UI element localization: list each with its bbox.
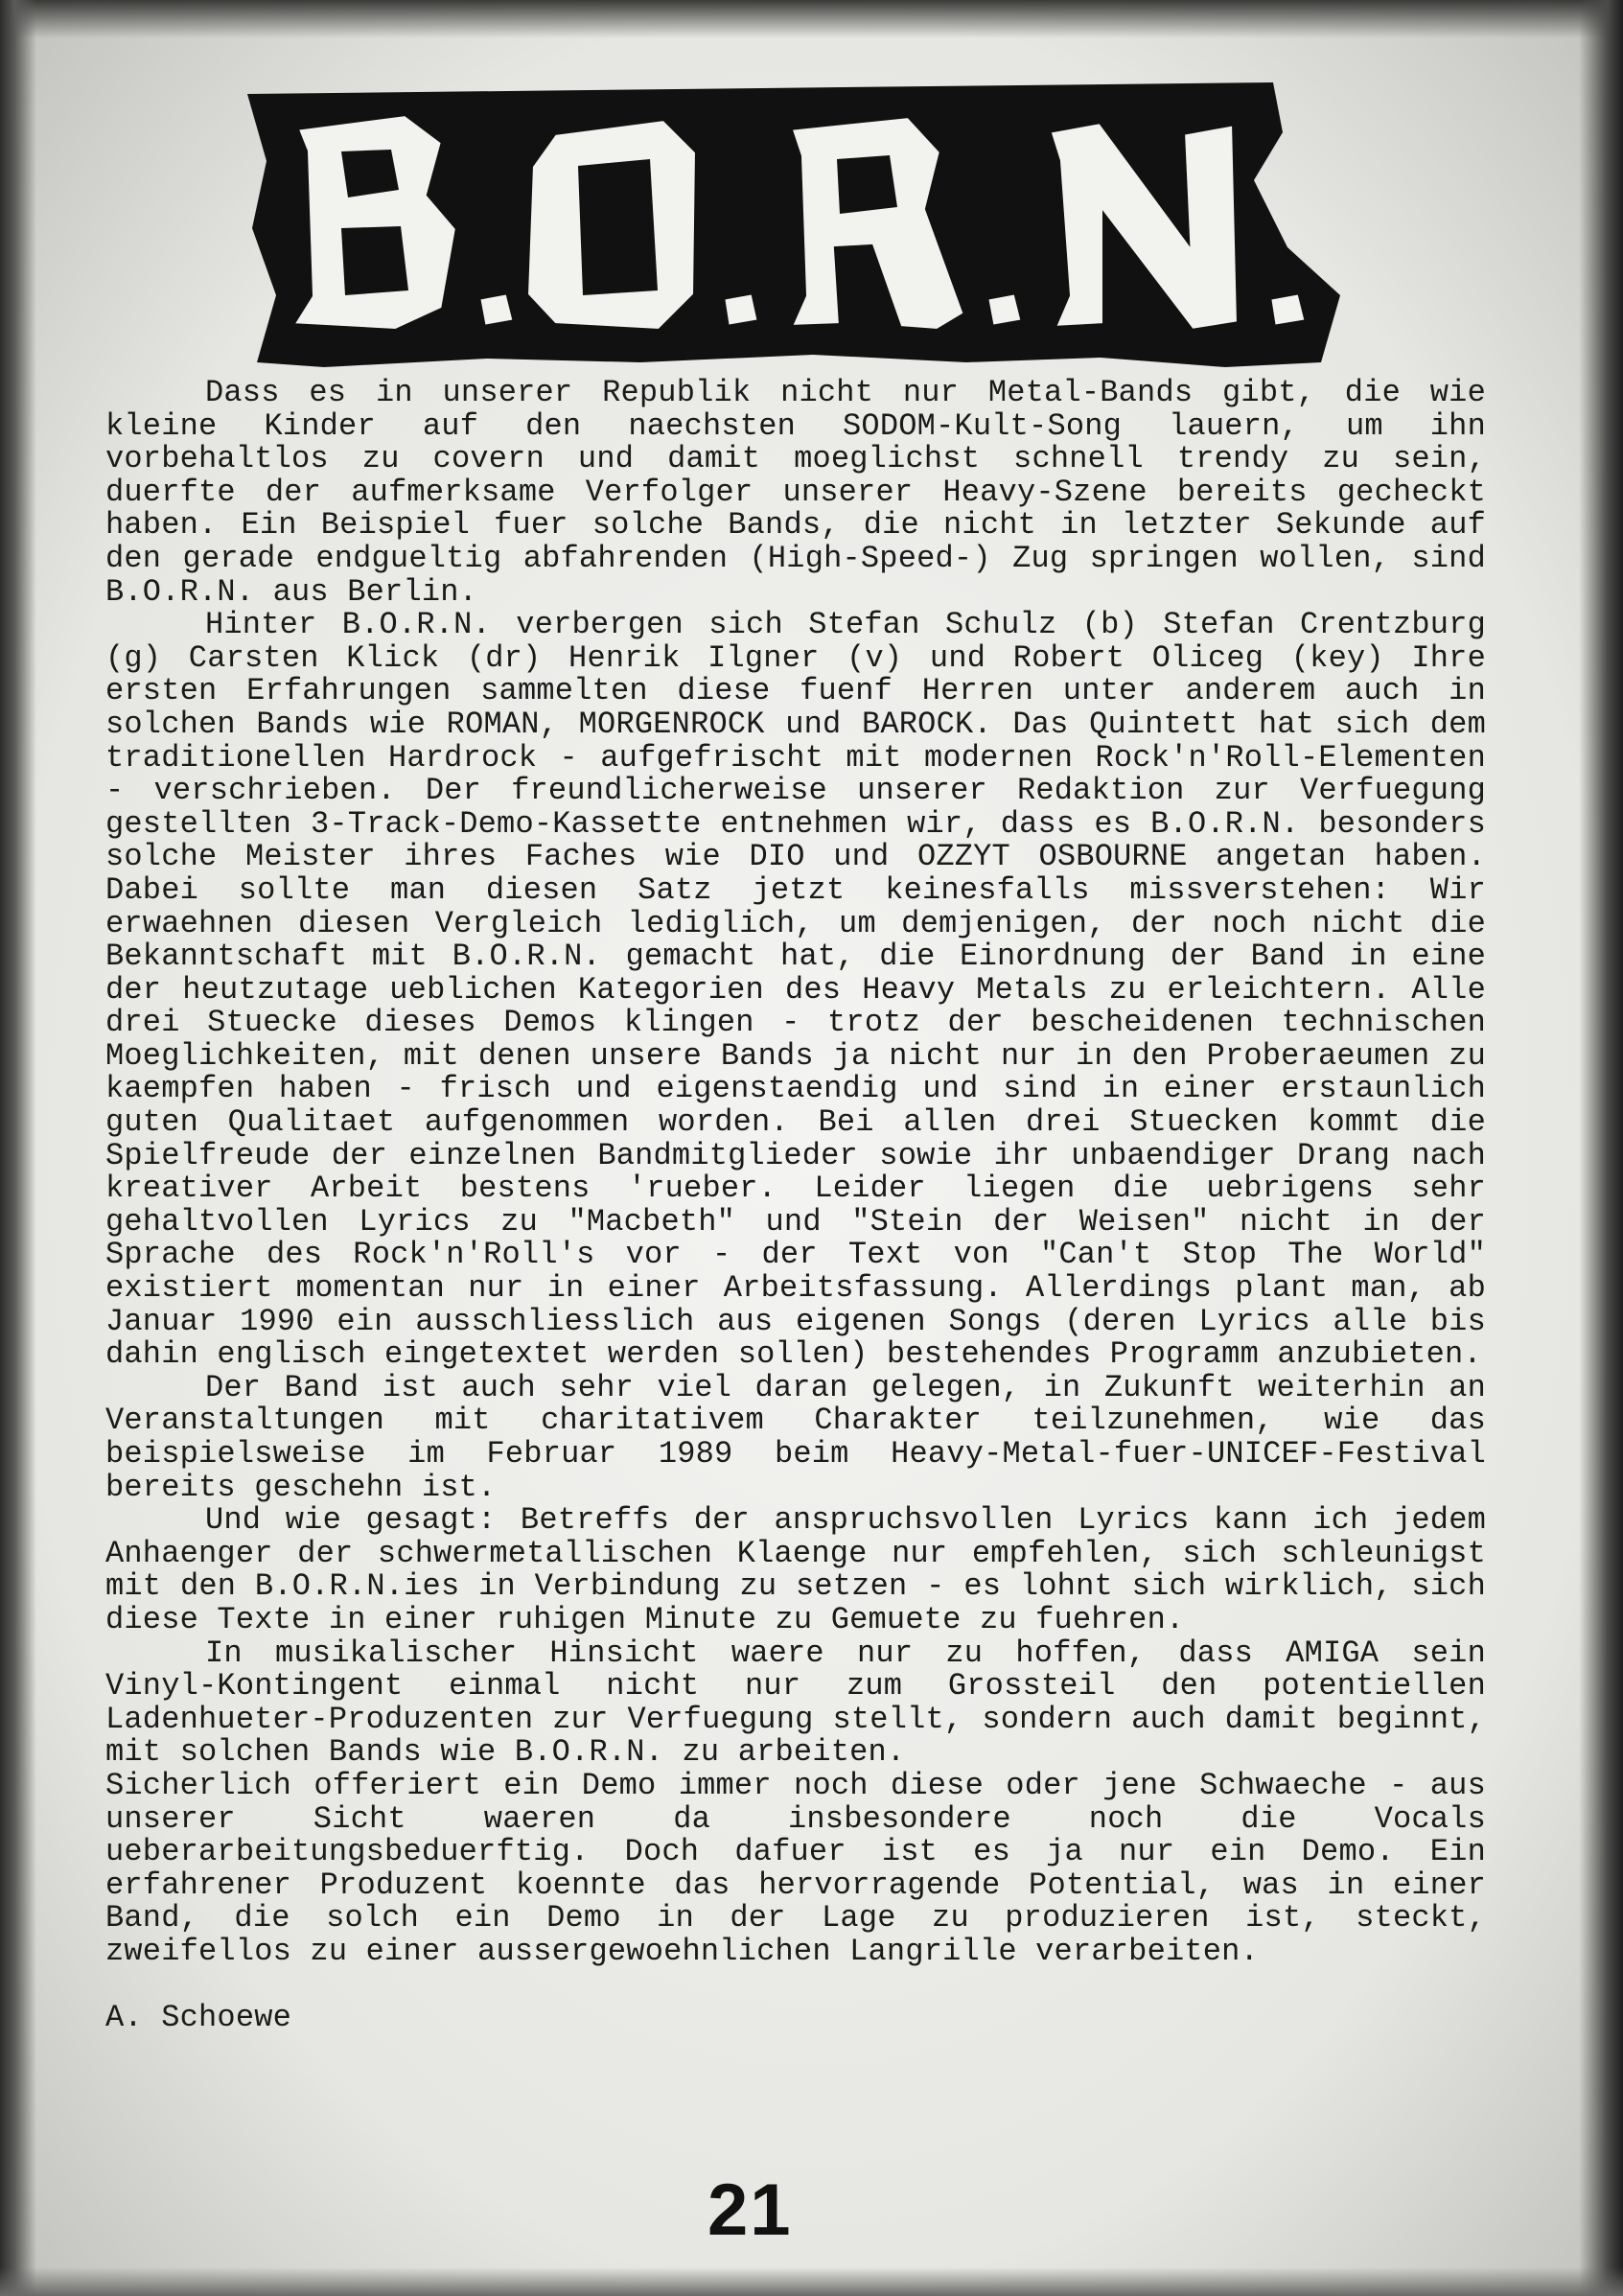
article-paragraph: In musikalischer Hinsicht waere nur zu hoffen, dass AMIGA sein Vinyl-Kontingent einmal nicht nur zum Grossteil den potentiellen Ladenhueter-Produzenten zur Verfuegung stellt, sondern auch damit beginnt, mit solchen Bands wie B.O.R.N. zu arbeiten. xyxy=(105,1635,1486,1771)
scan-edge-bottom xyxy=(0,2267,1623,2296)
article-body xyxy=(105,377,1486,2034)
page-number: 21 xyxy=(707,2169,793,2251)
scan-edge-top xyxy=(0,0,1623,38)
author-signature: A. Schoewe xyxy=(105,1999,292,2035)
scan-edge-right xyxy=(1579,0,1623,2296)
article-paragraph: Sicherlich offeriert ein Demo immer noch diese oder jene Schwaeche - aus unserer Sicht waeren da insbesondere noch die Vocals ueberarbeitungsbeduerftig. Doch dafuer ist es ja nur ein Demo. Ein erfahrener Produzent koennte das hervorragende Potential, was in einer Band, die solch ein Demo in der Lage zu produzieren ist, steckt, zweifellos zu einer aussergewoehnlichen Langrille verarbeiten. xyxy=(105,1767,1486,1969)
band-logo xyxy=(238,75,1350,382)
article-paragraph: Dass es in unserer Republik nicht nur Metal-Bands gibt, die wie kleine Kinder auf den naechsten SODOM-Kult-Song lauern, um ihn vorbehaltlos zu covern und damit moeglichst schnell trendy zu sein, duerfte der aufmerksame Verfolger unserer Heavy-Szene bereits gecheckt haben. Ein Beispiel fuer solche Bands, die nicht in letzter Sekunde auf den gerade endgueltig abfahrenden (High-Speed-) Zug springen wollen, sind B.O.R.N. aus Berlin. xyxy=(105,375,1486,610)
article-paragraph: Hinter B.O.R.N. verbergen sich Stefan Schulz (b) Stefan Crentzburg (g) Carsten Klick (dr) Henrik Ilgner (v) und Robert Oliceg (key) Ihre ersten Erfahrungen sammelten diese fuenf Herren unter anderem auch in solchen Bands wie ROMAN, MORGENROCK und BAROCK. Das Quintett hat sich dem traditionellen Hardrock - aufgefrischt mit modernen Rock'n'Roll-Elementen - verschrieben. Der freundlicherweise unserer Redaktion zur Verfuegung gestellten 3-Track-Demo-Kassette entnehmen wir, dass es B.O.R.N. besonders solche Meister ihres Faches wie DIO und OZZYT OSBOURNE angetan haben. Dabei sollte man diesen Satz jetzt keinesfalls missverstehen: Wir erwaehnen diesen Vergleich lediglich, um demjenigen, der noch nicht die Bekanntschaft mit B.O.R.N. gemacht hat, die Einordnung der Band in eine der heutzutage ueblichen Kategorien des Heavy Metals zu erleichtern. Alle drei Stuecke dieses Demos klingen - trotz der bescheidenen technischen Moeglichkeiten, mit denen unsere Bands ja nicht nur in den Proberaeumen zu kaempfen haben - frisch und eigenstaendig und sind in einer erstaunlich guten Qualitaet aufgenommen worden. Bei allen drei Stuecken kommt die Spielfreude der einzelnen Bandmitglieder sowie ihr unbaendiger Drang nach kreativer Arbeit bestens 'rueber. Leider liegen die uebrigens sehr gehaltvollen Lyrics zu "Macbeth" und "Stein der Weisen" nicht in der Sprache des Rock'n'Roll's vor - der Text von "Can't Stop The World" existiert momentan nur in einer Arbeitsfassung. Allerdings plant man, ab Januar 1990 ein ausschliesslich aus eigenen Songs (deren Lyrics alle bis dahin englisch eingetextet werden sollen) bestehendes Programm anzubieten. xyxy=(105,607,1486,1373)
article-paragraph: Und wie gesagt: Betreffs der anspruchsvollen Lyrics kann ich jedem Anhaenger der schwermetallischen Klaenge nur empfehlen, sich schleunigst mit den B.O.R.N.ies in Verbindung zu setzen - es lohnt sich wirklich, sich diese Texte in einer ruhigen Minute zu Gemuete zu fuehren. xyxy=(105,1502,1486,1637)
scan-edge-left xyxy=(0,0,36,2296)
article-paragraph: Der Band ist auch sehr viel daran gelegen, in Zukunft weiterhin an Veranstaltungen mit charitativem Charakter teilzunehmen, wie das beispielsweise im Februar 1989 beim Heavy-Metal-fuer-UNICEF-Festival bereits geschehn ist. xyxy=(105,1369,1486,1505)
